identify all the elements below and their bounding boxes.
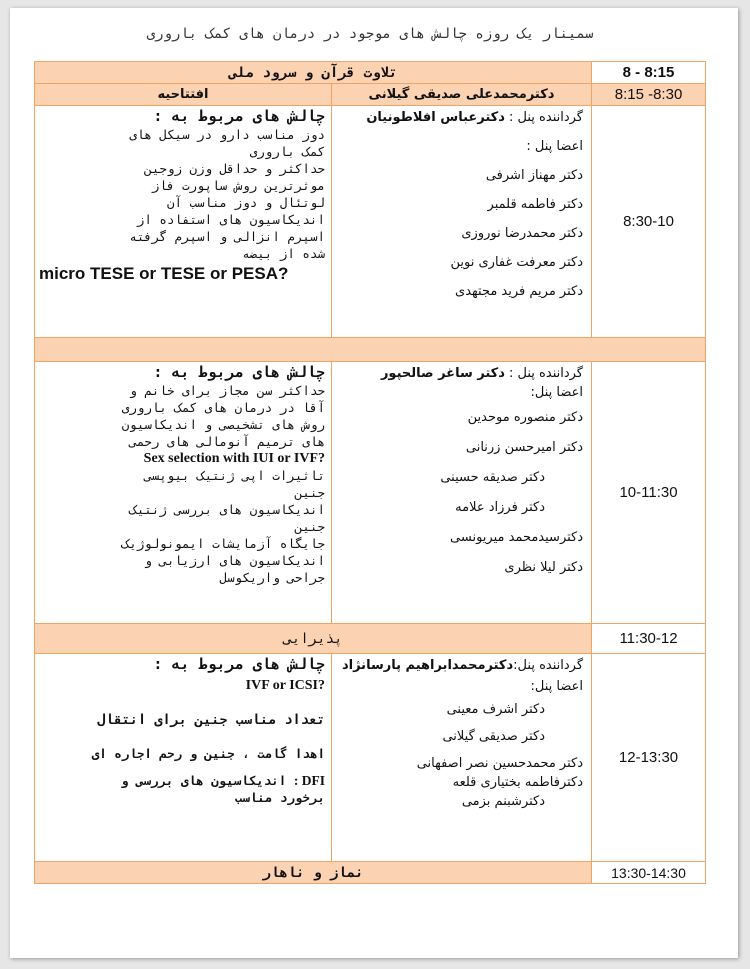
document-page [10,8,738,958]
schedule-row-panel-2 [35,362,706,624]
members-label: اعضا پنل: [530,385,584,400]
member-name: دکتر امیرحسن زرنانی [465,440,584,455]
challenge-latin: IVF or ICSI? [245,678,325,693]
member-name: دکتر صدیقی گیلانی [442,729,546,744]
member-name: دکترفاطمه بختیاری قلعه [452,775,584,790]
member-name: دکتر فاطمه قلمبر [487,197,584,212]
row-time: 13:30-14:30 [592,862,706,884]
member-name: دکترشبنم بزمی [461,794,546,809]
challenge-line: حداکثر و حداقل وزن زوجین [144,161,325,176]
challenge-line: لوتئال و دوز مناسب آن [166,195,325,210]
schedule-row-break [35,624,706,654]
schedule-row-panel-1 [35,106,706,338]
panel-cell [332,654,592,862]
challenges-heading: چالش های مربوط به : [153,655,325,673]
row-time: 8 - 8:15 [592,62,706,84]
challenge-line: های ترمیم آنومالی های رحمی [129,434,325,449]
schedule-row-lunch [35,862,706,884]
member-name: دکتر مریم فرید مجتهدی [455,284,584,299]
member-name: دکتر صدیقه حسینی [440,470,546,485]
challenge-line: برخورد مناسب [234,790,325,805]
challenge-line: جایگاه آزمایشات ایمونولوژیک [121,536,325,551]
row-topic: افتتاحیه [35,84,332,106]
challenge-line: جراحی واریکوسل [219,570,325,585]
coordinator-label: گرداننده پنل : [509,366,584,381]
challenge-line: روش های تشخیصی و اندیکاسیون [121,417,325,432]
challenges-heading: چالش های مربوط به : [153,363,325,381]
panel-cell [332,362,592,624]
challenges-heading: چالش های مربوط به : [153,107,325,125]
challenge-line: شده از بیضه [242,246,325,261]
schedule-row-inauguration [35,84,706,106]
member-name: دکتر لیلا نظری [504,560,584,575]
challenge-line: آقا در درمان های کمک باروری [121,400,325,415]
challenge-line: جنین [294,519,325,534]
challenge-line: اهدا گامت ، جنین و رحم اجاره ای [91,746,325,761]
coordinator-label: گرداننده پنل : [509,110,584,125]
challenges-cell [35,362,332,624]
members-label: اعضا پنل : [526,139,584,154]
row-time: 12-13:30 [592,654,706,862]
members-label: اعضا پنل: [530,679,584,694]
challenges-cell [35,106,332,338]
challenge-line: جنین [294,485,325,500]
row-speaker: دکترمحمدعلی صدیقی گیلانی [332,84,592,106]
coordinator-name: دکترمحمدابراهیم پارسانژاد [341,658,514,673]
schedule-row-panel-3 [35,654,706,862]
challenge-line: موثرترین روش ساپورت فاز [151,178,325,193]
challenge-line: اسپرم انزالی و اسپرم گرفته [129,229,325,244]
schedule-row-spacer [35,338,706,362]
challenge-line: اندیکاسیون های استفاده از [136,212,325,227]
panel-cell [332,106,592,338]
row-time: 8:15 -8:30 [592,84,706,106]
coordinator-name: دکتر ساغر صالحپور [380,366,505,381]
member-name: دکترسیدمحمد میریونسی [450,530,584,545]
coordinator-name: دکترعباس افلاطونیان [366,110,505,125]
row-text: نماز و ناهار [35,862,592,884]
challenge-latin: Sex selection with IUI or IVF? [143,451,325,466]
member-name: دکتر فرزاد علامه [455,500,546,515]
challenge-latin: micro TESE or TESE or PESA? [39,264,289,283]
challenge-line: تاثیرات اپی ژنتیک بیوپسی [144,468,325,483]
member-name: دکتر اشرف معینی [446,702,546,717]
spacer-cell [35,338,706,362]
challenge-line: اندیکاسیون های بررسی و [120,773,287,788]
row-text: پذیرایی [35,624,592,654]
member-name: دکتر محمدحسین نصر اصفهانی [416,756,584,771]
row-text: تلاوت قرآن و سرود ملی [35,62,592,84]
challenge-line: حداکثر سن مجاز برای خانم و [129,383,325,398]
row-time: 11:30-12 [592,624,706,654]
row-time: 8:30-10 [592,106,706,338]
challenge-line: اندیکاسیون های ارزیابی و [144,553,325,568]
coordinator-label: گرداننده پنل: [513,658,584,673]
challenge-line: دوز مناسب دارو در سیکل های [129,127,325,142]
member-name: دکتر محمدرضا نوروزی [461,226,584,241]
dfi-label: DFI : [293,773,325,788]
challenges-cell [35,654,332,862]
member-name: دکتر منصوره موحدین [467,410,584,425]
member-name: دکتر معرفت غفاری نوین [450,255,584,270]
row-time: 10-11:30 [592,362,706,624]
schedule-table [34,61,706,884]
page-title: سمینار یک روزه چالش های موجود در درمان های کمک باروری [146,26,594,42]
schedule-row-opening [35,62,706,84]
challenge-line: تعداد مناسب جنین برای انتقال [97,712,325,728]
challenge-line: اندیکاسیون های بررسی ژنتیک [129,502,325,517]
challenge-line: کمک باروری [249,144,325,159]
member-name: دکتر مهناز اشرفی [485,168,584,183]
